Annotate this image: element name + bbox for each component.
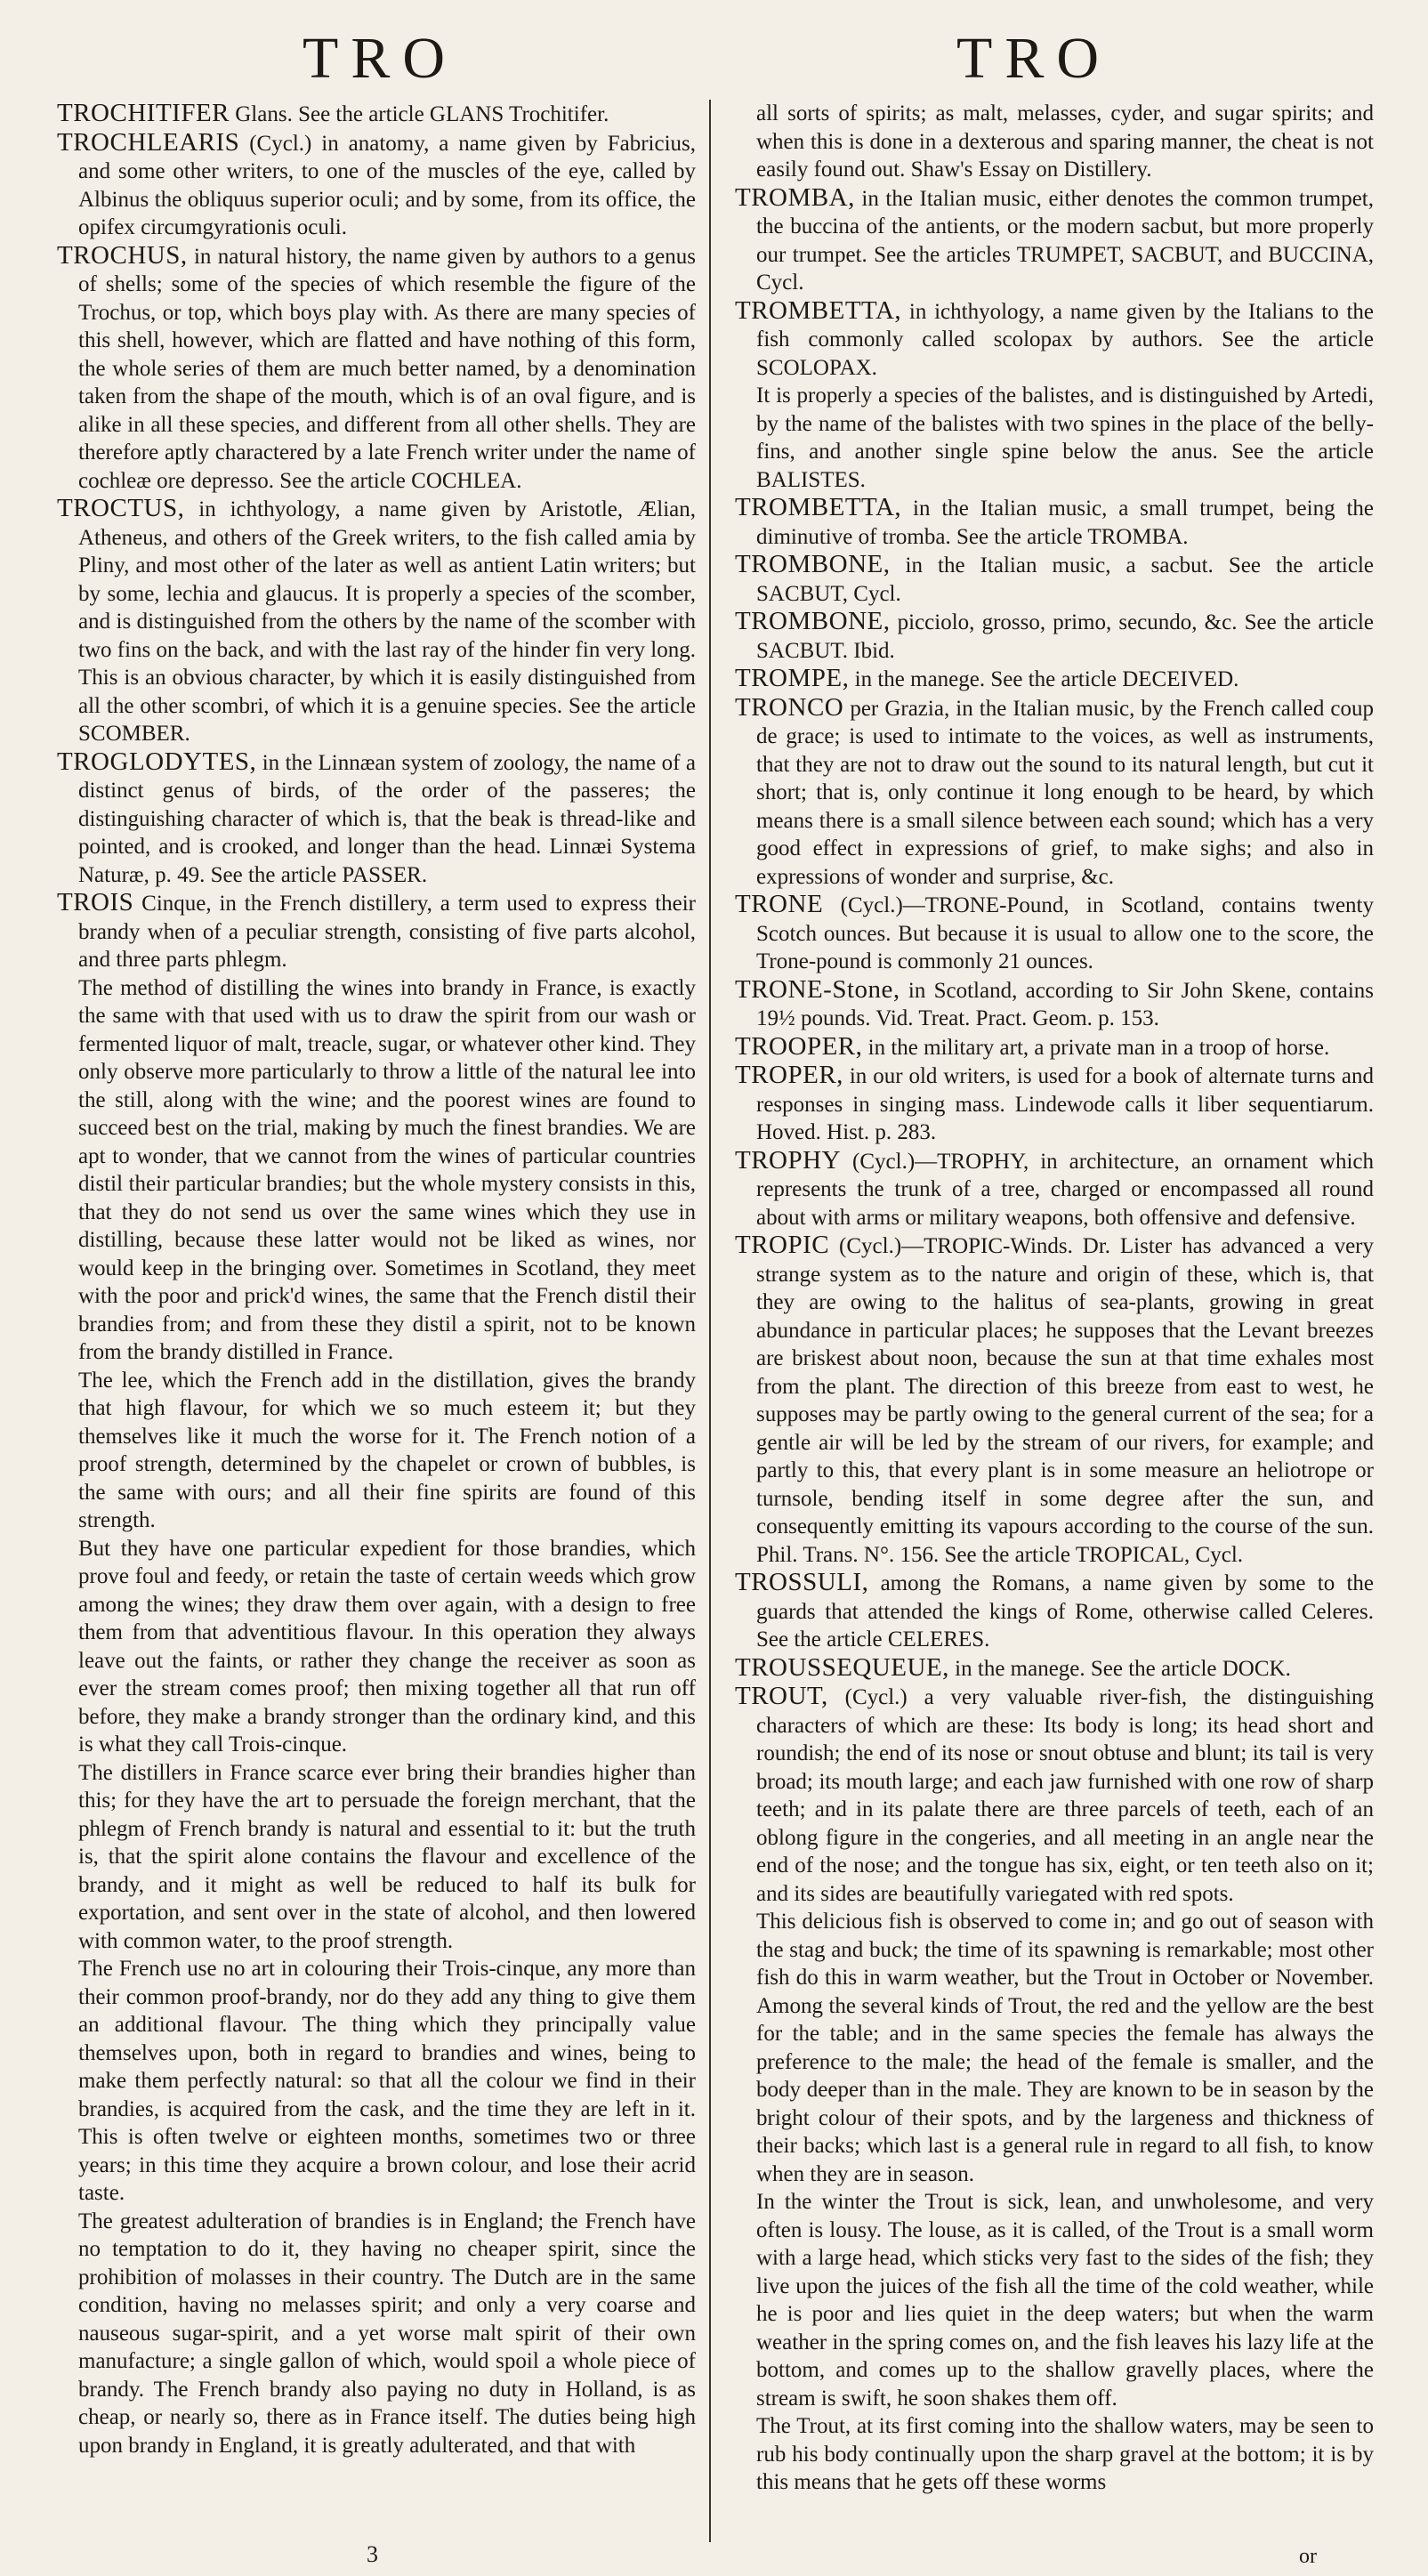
dictionary-entry xyxy=(57,242,696,496)
entry-headword: TROUT, xyxy=(735,1682,828,1710)
entry-text: The lee, which the French add in the distillation, gives the brandy that high flavour, for which we so much esteem it; but they themselves like it much the worse for it. The French notion of a proof strength, determined by the chapelet or crown of bubbles, is the same with ours; and all their fine spirits are found of this strength. xyxy=(78,1368,696,1532)
entry-headword: TROCHLEARIS xyxy=(57,127,240,157)
dictionary-entry xyxy=(735,297,1374,383)
page-number: 3 xyxy=(367,2541,378,2567)
catchword: or xyxy=(1299,2545,1317,2568)
entry-headword: TROSSULI, xyxy=(735,1568,869,1596)
left-column xyxy=(57,100,696,2538)
entry-text: per Grazia, in the Italian music, by the French called coup de grace; is used to intimate to the voices, as well as instruments, that they are not to draw out the sound to its natural length, but cut it short; that is, only continue it long enough to be heard, by which means there is a small silence between each sound; which has a very good effect in expressions of grief, to make sighs; and also in expressions of wonder and surprise, &c. xyxy=(756,696,1374,889)
entry-text: The distillers in France scarce ever bring their brandies higher than this; for they have the art to persuade the foreign merchant, that the phlegm of French brandy is natural and essential to it: but the truth is, that the spirit alone contains the flavour and excellence of the brandy, and it might as well be reduced to half its bulk for exportation, and sent over in the state of alcohol, and then lowered with common water, to the proof strength. xyxy=(78,1760,696,1953)
entry-headword: TROMPE, xyxy=(735,664,850,692)
entry-headword: TROGLODYTES, xyxy=(57,747,257,776)
entry-text: in the Italian music, either denotes the common trumpet, the buccina of the antients, or the modern sacbut, but more properly our trumpet. See the articles TRUMPET, SACBUT, and BUCCINA, Cycl. xyxy=(756,186,1374,295)
entry-headword: TROMBETTA, xyxy=(735,493,902,521)
dictionary-entry xyxy=(735,891,1374,976)
entry-paragraph xyxy=(735,100,1374,184)
entry-headword: TROMBONE, xyxy=(735,607,891,635)
dictionary-entry xyxy=(735,1683,1374,1908)
entry-paragraph xyxy=(735,382,1374,494)
entry-headword: TROPIC xyxy=(735,1231,830,1259)
entry-text: among the Romans, a name given by some to the guards that attended the kings of Rome, otherwise called Celeres. See the article CELERES. xyxy=(756,1571,1374,1651)
entry-text: The Trout, at its first coming into the shallow waters, may be seen to rub his body continually upon the sharp gravel at the bottom; it is by this means that he gets off these worms xyxy=(756,2414,1374,2494)
entry-headword: TROCHUS, xyxy=(57,240,188,270)
entry-headword: TROMBETTA, xyxy=(735,295,902,325)
entry-text: all sorts of spirits; as malt, melasses, cyder, and sugar spirits; and when this is done in a dexterous and sparing manner, the cheat is not easily found out. Shaw's Essay on Distillery. xyxy=(756,101,1374,182)
dictionary-entry xyxy=(57,129,696,242)
entry-text: (Cycl.)—TROPHY, in architecture, an ornament which represents the trunk of a tree, charged or encompassed all round about with arms or military weapons, both offensive and defensive. xyxy=(756,1149,1374,1230)
entry-text: (Cycl.) in anatomy, a name given by Fabricius, and some other writers, to one of the muscles of the eye, called by Albinus the obliquus superior oculi; and by some, from its office, the opifex circumgyrationis oculi. xyxy=(78,131,696,239)
dictionary-entry xyxy=(735,1569,1374,1654)
entry-headword: TRONE xyxy=(735,890,824,918)
dictionary-entry xyxy=(735,976,1374,1033)
dictionary-entry xyxy=(57,748,696,890)
entry-paragraph xyxy=(735,2412,1374,2497)
column-rule xyxy=(709,100,711,2542)
entry-text: in natural history, the name given by authors to a genus of shells; some of the species of which resemble the figure of the Trochus, or top, which boys play with. As there are many species of this shell, however, which are flatted and have nothing of this form, the whole series of them are much better named, by a denomination taken from the shape of the mouth, which is of an oval figure, and is alike in all these species, and different from all other shells. They are therefore aptly charactered by a late French writer under the name of cochleæ ore depresso. See the article COCHLEA. xyxy=(78,244,696,493)
entry-text: It is properly a species of the balistes, and is distinguished by Artedi, by the name of the balistes with two spines in the place of the belly-fins, and another single spine below the anus. See the article BALISTES. xyxy=(756,384,1374,492)
entry-paragraph xyxy=(57,1535,696,1759)
entry-paragraph xyxy=(57,2208,696,2460)
dictionary-entry xyxy=(735,665,1374,694)
entry-paragraph xyxy=(735,1908,1374,2188)
entry-headword: TROMBA, xyxy=(735,182,855,212)
entry-text: (Cycl.)—TROPIC-Winds. Dr. Lister has advanced a very strange system as to the nature and origin of these, which is, that they are owing to the halitus of sea-plants, growing in great abundance in particular places; he supposes that the Levant breezes are briskest about noon, because the sun at that time exhales most from the plant. The direction of this breeze from east to west, he supposes may be partly owing to the general current of the sea; for a gentle air will be led by the stream of our rivers, for example; and partly to this, that every plant is in some measure an heliotrope or turnsole, bending itself in some degree after the sun, and consequently emitting its vapours according to the course of the sun. Phil. Trans. N°. 156. See the article TROPICAL, Cycl. xyxy=(756,1234,1374,1567)
entry-paragraph xyxy=(57,1367,696,1535)
entry-headword: TROOPER, xyxy=(735,1031,863,1061)
entry-text: in the Italian music, a sacbut. See the article SACBUT, Cycl. xyxy=(756,553,1374,606)
entry-text: (Cycl.)—TRONE-Pound, in Scotland, contains twenty Scotch ounces. But because it is usual to allow one to the score, the Trone-pound is commonly 21 ounces. xyxy=(756,893,1374,973)
entry-text: picciolo, grosso, primo, secundo, &c. See the article SACBUT. Ibid. xyxy=(756,610,1374,663)
dictionary-entry xyxy=(735,694,1374,892)
entry-headword: TRONCO xyxy=(735,692,844,722)
entry-text: in the manege. See the article DECEIVED. xyxy=(854,667,1239,691)
dictionary-entry xyxy=(735,1062,1374,1147)
entry-text: in the Linnæan system of zoology, the name of a distinct genus of birds, of the order of the passeres; the distinguishing character of which is, that the beak is thread-like and pointed, and is crooked, and longer than the head. Linnæi Systema Naturæ, p. 49. See the article PASSER. xyxy=(78,750,696,887)
entry-text: This delicious fish is observed to come in; and go out of season with the stag and buck; the time of its spawning is remarkable; most other fish do this in warm weather, but the Trout in October or November. Among the several kinds of Trout, the red and the yellow are the best for the table; and in the same species the female has always the preference to the male; the head of the female is smaller, and the body deeper than in the male. They are known to be in season by the bright colour of their spots, and by the largeness and thickness of their backs; which last is a general rule in regard to all fish, to know when they are in season. xyxy=(756,1910,1374,2186)
entry-text: The greatest adulteration of brandies is in England; the French have no temptation to do it, they having no cheaper spirit, since the prohibition of molasses in their country. The Dutch are in the same condition, having no melasses spirit; and only a very coarse and nauseous sugar-spirit, and a yet worse malt spirit of their own manufacture; a single gallon of which, would spoil a whole piece of brandy. The French brandy also paying no duty in Holland, is as cheap, or nearly so, there as in France itself. The duties being high upon brandy in England, it is greatly adulterated, and that with xyxy=(78,2209,696,2458)
entry-paragraph xyxy=(57,1955,696,2208)
entry-text: in the Italian music, a small trumpet, being the diminutive of tromba. See the article TROMBA. xyxy=(756,497,1374,549)
entry-text: in ichthyology, a name given by the Italians to the fish commonly called scolopax by authors. See the article SCOLOPAX. xyxy=(756,299,1374,380)
dictionary-entry xyxy=(57,889,696,974)
entry-text: The method of distilling the wines into brandy in France, is exactly the same with that used with us to draw the spirit from our wash or fermented liquor of malt, treacle, sugar, or whatever other kind. They only observe more particularly to throw a little of the natural lee into the still, along with the wine; and the poorest wines are found to succeed best on the trial, making by much the finest brandies. We are apt to wonder, that we cannot from the wines of particular countries distil their particular brandies; but the whole mystery consists in this, that they do not send us over the same wines which they use in distilling, because these latter would not be liked as wines, nor would keep in the bringing over. Sometimes in Scotland, they meet with the poor and prick'd wines, the same that the French distil their brandies from; and from these they distil a spirit, not to be known from the brandy distilled in France. xyxy=(78,975,696,1364)
dictionary-entry xyxy=(735,184,1374,297)
entry-text: Glans. See the article GLANS Trochitifer. xyxy=(235,102,609,126)
dictionary-entry xyxy=(57,495,696,748)
entry-headword: TROPHY xyxy=(735,1145,842,1175)
dictionary-entry xyxy=(57,100,696,129)
entry-text: in our old writers, is used for a book of alternate turns and responses in singing mass. Lindewode calls it liber sequentiarum. Hoved. Hist. p. 283. xyxy=(756,1064,1374,1144)
dictionary-entry xyxy=(735,1654,1374,1684)
entry-headword: TROCTUS, xyxy=(57,494,185,522)
entry-headword: TROUSSEQUEUE, xyxy=(735,1652,949,1682)
running-head-right: TRO xyxy=(956,26,1111,91)
entry-headword: TRONE-Stone, xyxy=(735,974,900,1004)
dictionary-entry xyxy=(735,494,1374,551)
right-column xyxy=(735,100,1374,2538)
dictionary-entry xyxy=(735,1147,1374,1232)
entry-text: in the manege. See the article DOCK. xyxy=(955,1656,1291,1681)
dictionary-entry xyxy=(735,1231,1374,1569)
entry-headword: TROMBONE, xyxy=(735,550,891,578)
entry-paragraph xyxy=(735,2188,1374,2412)
entry-text: Cinque, in the French distillery, a term used to express their brandy when of a peculiar strength, consisting of five parts alcohol, and three parts phlegm. xyxy=(78,892,696,972)
entry-text: But they have one particular expedient for those brandies, which prove foul and feedy, or retain the taste of certain weeds which grow among the wines; they draw them over again, with a design to free them from that adventitious flavour. In this operation they always leave out the faints, or rather they change the receiver as soon as ever the stream comes proof; then mixing together all that run off before, they make a brandy stronger than the ordinary kind, and this is what they call Trois-cinque. xyxy=(78,1536,696,1756)
entry-headword: TROCHITIFER xyxy=(57,100,230,127)
entry-headword: TROIS xyxy=(57,888,134,917)
entry-text: (Cycl.) a very valuable river-fish, the distinguishing characters of which are these: Its body is long; its head short and roundish; the end of its nose or snout obtuse and blunt; its tail is very broad; its mouth large; and each jaw furnished with one row of sharp teeth; and in its palate there are three parcels of teeth, each of an oblong figure in the congeries, and all meeting in an angle near the end of the nose; and the tongue has six, eight, or ten teeth also on it; and its sides are beautifully variegated with red spots. xyxy=(756,1685,1374,1906)
running-head-left: TRO xyxy=(303,26,457,91)
dictionary-entry xyxy=(735,551,1374,608)
entry-paragraph xyxy=(57,974,696,1367)
entry-text: in Scotland, according to Sir John Skene, contains 19½ pounds. Vid. Treat. Pract. Geom. p. 153. xyxy=(756,978,1374,1030)
dictionary-entry xyxy=(735,1033,1374,1062)
entry-text: In the winter the Trout is sick, lean, and unwholesome, and very often is lousy. The louse, as it is called, of the Trout is a small worm with a large head, which sticks very fast to the sides of the fish; they live upon the juices of the fish all the time of the cold weather, while he is poor and lies quiet in the deep waters; but when the warm weather in the spring comes on, and the fish leaves his lazy life at the bottom, and comes up to the shallow gravelly places, where the stream is swift, he soon shakes them off. xyxy=(756,2190,1374,2410)
dictionary-entry xyxy=(735,608,1374,665)
entry-text: The French use no art in colouring their Trois-cinque, any more than their common proof-brandy, nor do they add any thing to give them an additional flavour. The thing which they principally value themselves upon, both in regard to brandies and wines, being to make them perfectly natural: so that all the colour we find in their brandies, is acquired from the cask, and the time they are left in it. This is often twelve or eighteen months, sometimes two or three years; in this time they acquire a brown colour, and lose their acrid taste. xyxy=(78,1957,696,2205)
entry-text: in the military art, a private man in a troop of horse. xyxy=(867,1035,1330,1060)
entry-headword: TROPER, xyxy=(735,1061,843,1089)
entry-paragraph xyxy=(57,1759,696,1956)
entry-text: in ichthyology, a name given by Aristotle, Ælian, Atheneus, and others of the Greek writers, to the fish called amia by Pliny, and most other of the later as well as antient Latin writers; but by some, lechia and glaucus. It is properly a species of the scomber, and is distinguished from the others by the name of the scomber with two fins on the back, and with the last ray of the hinder fin very long. This is an obvious character, by which it is easily distinguished from all the other scombri, of which it is a genuine species. See the article SCOMBER. xyxy=(78,497,696,746)
